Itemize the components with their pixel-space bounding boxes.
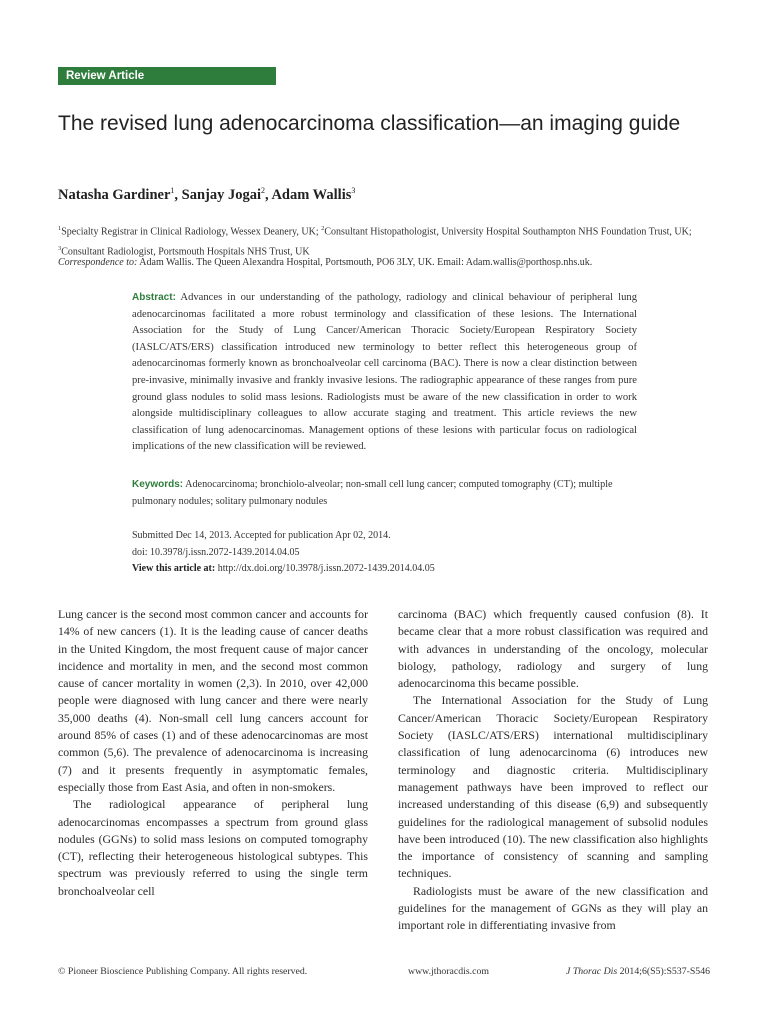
affiliation-3: Consultant Radiologist, Portsmouth Hospitals NHS Trust, UK: [61, 246, 310, 258]
body-column-right: [398, 606, 708, 935]
correspondence: [58, 256, 714, 270]
journal-name: J Thorac Dis: [566, 966, 618, 977]
abstract-label: Abstract:: [132, 292, 176, 303]
author-name[interactable]: Natasha Gardiner: [58, 186, 171, 203]
citation-details: 2014;6(S5):S537-S546: [617, 966, 710, 977]
view-article-label: View this article at:: [132, 563, 216, 574]
affiliation-sup: 2: [321, 225, 325, 232]
affiliations: [58, 220, 714, 261]
author-name[interactable]: Sanjay Jogai: [181, 186, 261, 203]
article-type-badge: Review Article: [58, 67, 276, 85]
correspondence-text[interactable]: Adam Wallis. The Queen Alexandra Hospital, Portsmouth, PO6 3LY, UK. Email: Adam.wallis@porthosp.nhs.uk.: [137, 257, 593, 268]
keywords-label: Keywords:: [132, 479, 184, 490]
article-meta: [132, 528, 637, 578]
keywords-text: Adenocarcinoma; bronchiolo-alveolar; non-small cell lung cancer; computed tomography (CT); multiple pulmonary nodules; solitary pulmonary nodules: [132, 479, 613, 507]
citation: [566, 966, 710, 977]
author-name[interactable]: Adam Wallis: [271, 186, 352, 203]
keywords: [132, 477, 637, 510]
article-title: The revised lung adenocarcinoma classification—an imaging guide: [58, 112, 681, 135]
correspondence-label: Correspondence to:: [58, 257, 138, 268]
view-article-line: [132, 561, 637, 578]
author-affiliation-sup: 1: [170, 186, 175, 195]
view-article-link[interactable]: http://dx.doi.org/10.3978/j.issn.2072-1439.2014.04.05: [215, 563, 435, 574]
affiliation-sup: 3: [58, 245, 62, 253]
affiliation-sup: 1: [58, 225, 62, 232]
paragraph: The International Association for the Study of Lung Cancer/American Thoracic Society/European Respiratory Society (IASLC/ATS/ERS) international multidisciplinary classification of lung adenocarcinoma (6) introduces new terminology and diagnostic criteria. Multidisciplinary management pathways have been improved to reflect our increased understanding of this disease (6,9) and subsequently guidelines for the radiological management of subsolid nodules have been introduced (10). The new classification also highlights the importance of consistency of scanning and sampling techniques.: [398, 693, 708, 881]
paragraph: carcinoma (BAC) which frequently caused confusion (8). It became clear that a more robust classification was required and with advances in understanding of the oncology, molecular biology, pathology, radiology and surgery of lung adenocarcinoma this became possible.: [398, 607, 708, 691]
author-affiliation-sup: 2: [261, 186, 265, 195]
author-affiliation-sup: 3: [351, 186, 356, 195]
doi[interactable]: doi: 10.3978/j.issn.2072-1439.2014.04.05: [132, 546, 300, 558]
abstract-text: Advances in our understanding of the pathology, radiology and clinical behaviour of peripheral lung adenocarcinomas facilitated a more robust terminology and classification of these lesions. The International Association for the Study of Lung Cancer/American Thoracic Society/European Respiratory Society (IASLC/ATS/ERS) classification introduced new terminology to better reflect this heterogeneous group of adenocarcinomas formerly known as bronchoalveolar cell carcinoma (BAC). There is now a clear distinction between pre-invasive, minimally invasive and frankly invasive lesions. The radiographic appearance of these ranges from pure ground glass nodules to solid mass lesions. Radiologists must be aware of the new classification in order to work alongside multidisciplinary colleagues to allow accurate staging and treatment. This article reviews the new classification of lung adenocarcinomas. Management options of these lesions with particular focus on radiological implications of the new classification will be reviewed.: [132, 292, 637, 453]
body-column-left: [58, 606, 368, 900]
paragraph: Radiologists must be aware of the new classification and guidelines for the management of GGNs as they will play an important role in differentiating invasive from: [398, 883, 708, 933]
affiliation-1: Specialty Registrar in Clinical Radiology, Wessex Deanery, UK;: [61, 226, 322, 238]
affiliation-2: Consultant Histopathologist, University Hospital Southampton NHS Foundation Trust, UK;: [324, 226, 692, 238]
submission-dates: Submitted Dec 14, 2013. Accepted for publication Apr 02, 2014.: [132, 530, 391, 541]
abstract: [132, 290, 637, 456]
journal-website-link[interactable]: www.jthoracdis.com: [408, 966, 489, 977]
page-footer: [58, 966, 710, 980]
author-separator: ,: [265, 186, 272, 203]
paragraph: The radiological appearance of peripheral lung adenocarcinomas encompasses a spectrum from ground glass nodules (GGNs) to solid mass lesions on computed tomography (CT), reflecting their heterogeneous histological subtypes. This spectrum was previously referred to using the single term bronchoalveolar cell: [58, 797, 368, 898]
author-separator: ,: [174, 186, 182, 203]
paragraph: Lung cancer is the second most common cancer and accounts for 14% of new cancers (1). It is the leading cause of cancer deaths in the United Kingdom, the most frequent cause of major cancer incidence and mortality in men, and the second most common cause of cancer mortality in women (2,3). In 2010, over 42,000 people were diagnosed with lung cancer and there were nearly 35,000 deaths (4). Non-small cell lung cancers account for around 85% of cases (1) and of these adenocarcinomas are most common (5,6). The prevalence of adenocarcinoma is increasing (7) and it presents frequently in asymptomatic females, especially those from East Asia, and often in non-smokers.: [58, 607, 368, 794]
author-list: [58, 186, 355, 204]
copyright: © Pioneer Bioscience Publishing Company. All rights reserved.: [58, 966, 308, 977]
